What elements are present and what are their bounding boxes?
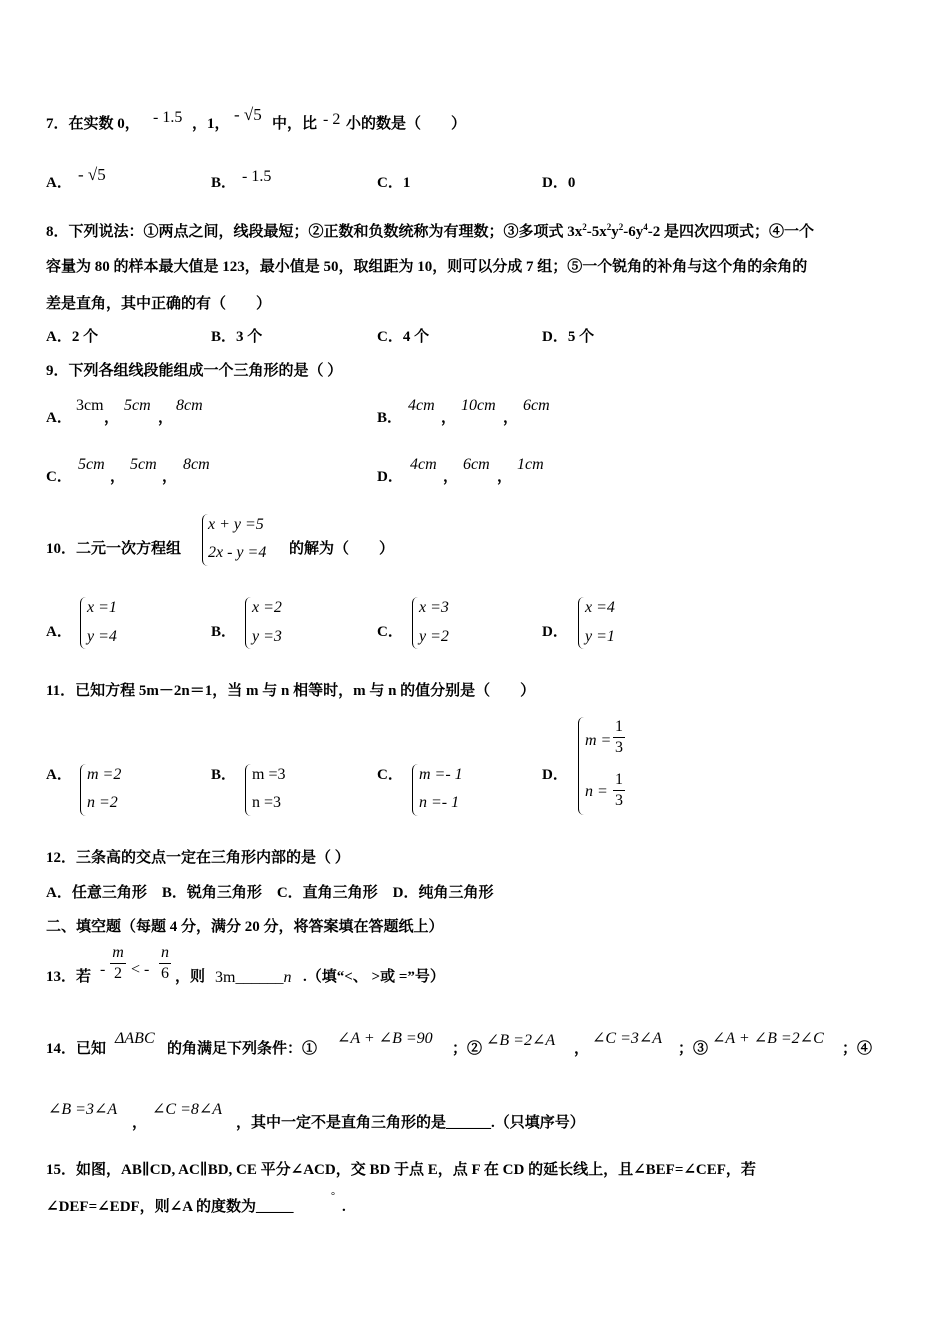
q9-c-length-1: 5cm: [78, 456, 105, 473]
q10-option-b-line-1: x =2: [252, 599, 282, 616]
q8-option-b: B．3 个: [211, 329, 263, 345]
q11-option-d-n: n =: [585, 783, 608, 800]
q14-sep-3: ；③: [678, 1041, 709, 1057]
q13-fraction-m-2: m 2: [110, 945, 126, 982]
q10-option-a-label: A．: [46, 624, 72, 640]
q7-value-2: - √5: [234, 105, 262, 124]
q7-option-a-label: A．: [46, 175, 72, 191]
q7-option-a-value: - √5: [78, 165, 106, 184]
q10-option-b-brace: [245, 597, 252, 649]
q9-c-length-3: 8cm: [183, 456, 210, 473]
q11-option-d-n-fraction: 1 3: [615, 771, 623, 809]
q8-line-3: 差是直角，其中正确的有（ ）: [46, 296, 272, 312]
q11-option-d-brace: [578, 717, 585, 815]
q13-stem-b: ，则: [175, 969, 206, 985]
q9-option-d-label: D．: [377, 469, 403, 485]
q14-sep-1: ；②: [452, 1041, 483, 1057]
q11-option-c-brace: [412, 764, 419, 816]
q8-line-1: 8．下列说法：①两点之间，线段最短；②正数和负数统称为有理数；③多项式 $3x^2-5x^2y^2-6y^4-2$ 是四次四项式；④一个: [46, 222, 815, 240]
section-2-heading: 二、填空题（每题 4 分，满分 20 分，将答案填在答题纸上）: [46, 919, 444, 935]
q9-b-length-1: 4cm: [408, 397, 435, 414]
q11-option-d-label: D．: [542, 767, 568, 783]
q10-option-c-line-1: x =3: [419, 599, 449, 616]
q14-condition-4: ∠A + ∠B =2∠C: [712, 1030, 824, 1047]
q9-d-length-1: 4cm: [410, 456, 437, 473]
q10-option-a-line-2: y =4: [87, 628, 117, 645]
q11-option-b-line-2: n =3: [252, 794, 282, 811]
q7-option-b-value: - 1.5: [242, 168, 272, 185]
q9-d-length-2: 6cm: [463, 456, 490, 473]
q10-stem-b: 的解为（ ）: [289, 541, 395, 557]
q15-degree-sign: °: [331, 1191, 335, 1202]
q10-stem-a: 10．二元一次方程组: [46, 541, 182, 557]
q13-fraction-n-6: n 6: [161, 944, 169, 982]
q10-option-d-label: D．: [542, 624, 568, 640]
q10-option-c-line-2: y =2: [419, 628, 449, 645]
q10-equation-1: x + y =5: [208, 516, 264, 533]
q7-value-3: - 2: [323, 111, 341, 128]
q11-option-a-label: A．: [46, 767, 72, 783]
q10-option-d-line-1: x =4: [585, 599, 615, 616]
q14-tail: ，其中一定不是直角三角形的是______.（只填序号）: [236, 1115, 585, 1131]
q9-b-length-2: 10cm: [461, 397, 496, 414]
q10-option-d-brace: [578, 597, 585, 649]
q15-line-1: 15．如图，AB∥CD, AC∥BD, CE 平分∠ACD，交 BD 于点 E，点 F 在 CD 的延长线上，且∠BEF=∠CEF，若: [46, 1162, 756, 1178]
q9-a-length-2: 5cm: [124, 397, 151, 414]
q11-option-b-label: B．: [211, 767, 237, 783]
q8-line-2: 容量为 80 的样本最大值是 123，最小值是 50，取组距为 10，则可以分成 7 组；⑤一个锐角的补角与这个角的余角的: [46, 259, 808, 275]
q10-option-c-label: C．: [377, 624, 403, 640]
q13-less-than: < -: [131, 961, 150, 978]
q13-stem-c: .（填“<、 >或 =”号）: [303, 969, 445, 985]
q7-stem-b: ，1，: [192, 116, 230, 132]
q10-option-a-line-1: x =1: [87, 599, 117, 616]
q13-expression: 3m______n: [215, 969, 292, 986]
q11-option-b-line-1: m =3: [252, 766, 286, 783]
q14-stem-b: 的角满足下列条件：①: [167, 1041, 318, 1057]
q14-triangle: ΔABC: [115, 1030, 155, 1047]
q14-sep-4: ；④: [842, 1041, 873, 1057]
q11-option-d-m: m =: [585, 732, 612, 749]
q14-sep-2: ，: [574, 1041, 590, 1057]
q9-a-length-1: 3cm: [76, 397, 104, 414]
q14-condition-2: ∠B =2∠A: [486, 1032, 556, 1049]
q12-options: A．任意三角形 B．锐角三角形 C．直角三角形 D．纯角三角形: [46, 885, 494, 901]
q7-option-d: D．0: [542, 175, 576, 191]
q10-option-b-line-2: y =3: [252, 628, 282, 645]
q13-stem-a: 13．若: [46, 969, 92, 985]
q15-line-2: ∠DEF=∠EDF，则∠A 的度数为_____: [46, 1199, 294, 1215]
q11-option-a-line-1: m =2: [87, 766, 122, 783]
q7-stem-c: 中，比: [272, 116, 318, 132]
q9-option-a-label: A．: [46, 410, 72, 426]
q7-option-c: C．1: [377, 175, 411, 191]
q10-option-b-label: B．: [211, 624, 237, 640]
q9-b-length-3: 6cm: [523, 397, 550, 414]
q7-value-1: - 1.5: [153, 109, 183, 126]
q9-stem: 9．下列各组线段能组成一个三角形的是（ ）: [46, 363, 343, 379]
q11-option-c-line-1: m =- 1: [419, 766, 463, 783]
q11-option-a-line-2: n =2: [87, 794, 118, 811]
q9-option-c-label: C．: [46, 469, 72, 485]
q10-equation-2: 2x - y =4: [208, 544, 267, 561]
q7-option-b-label: B．: [211, 175, 237, 191]
q11-option-b-brace: [245, 764, 252, 816]
q7-stem-d: 小的数是（ ）: [346, 116, 467, 132]
q14-sep-5: ，: [132, 1115, 148, 1131]
q9-option-b-label: B．: [377, 410, 403, 426]
q11-stem: 11．已知方程 5m－2n＝1，当 m 与 n 相等时，m 与 n 的值分别是（ ）: [46, 683, 536, 699]
q9-c-length-2: 5cm: [130, 456, 157, 473]
q11-option-c-label: C．: [377, 767, 403, 783]
q7-stem-a: 7．在实数 0，: [46, 116, 140, 132]
q14-condition-5: ∠B =3∠A: [48, 1101, 118, 1118]
q14-stem-a: 14．已知: [46, 1041, 107, 1057]
q8-option-d: D．5 个: [542, 329, 595, 345]
q15-end: .: [342, 1199, 346, 1215]
q12-stem: 12．三条高的交点一定在三角形内部的是（ ）: [46, 850, 350, 866]
q11-option-d-m-fraction: 1 3: [615, 718, 623, 756]
q14-condition-1: ∠A + ∠B =90: [337, 1030, 433, 1047]
q9-d-length-3: 1cm: [517, 456, 544, 473]
q10-option-a-brace: [80, 597, 87, 649]
q11-option-c-line-2: n =- 1: [419, 794, 460, 811]
q8-option-c: C．4 个: [377, 329, 430, 345]
q8-option-a: A．2 个: [46, 329, 99, 345]
q13-neg-sign: -: [100, 961, 106, 978]
q9-a-length-3: 8cm: [176, 397, 203, 414]
q14-condition-6: ∠C =8∠A: [152, 1101, 223, 1118]
q10-option-c-brace: [412, 597, 419, 649]
q14-condition-3: ∠C =3∠A: [592, 1030, 663, 1047]
q10-option-d-line-2: y =1: [585, 628, 615, 645]
q11-option-a-brace: [80, 764, 87, 816]
